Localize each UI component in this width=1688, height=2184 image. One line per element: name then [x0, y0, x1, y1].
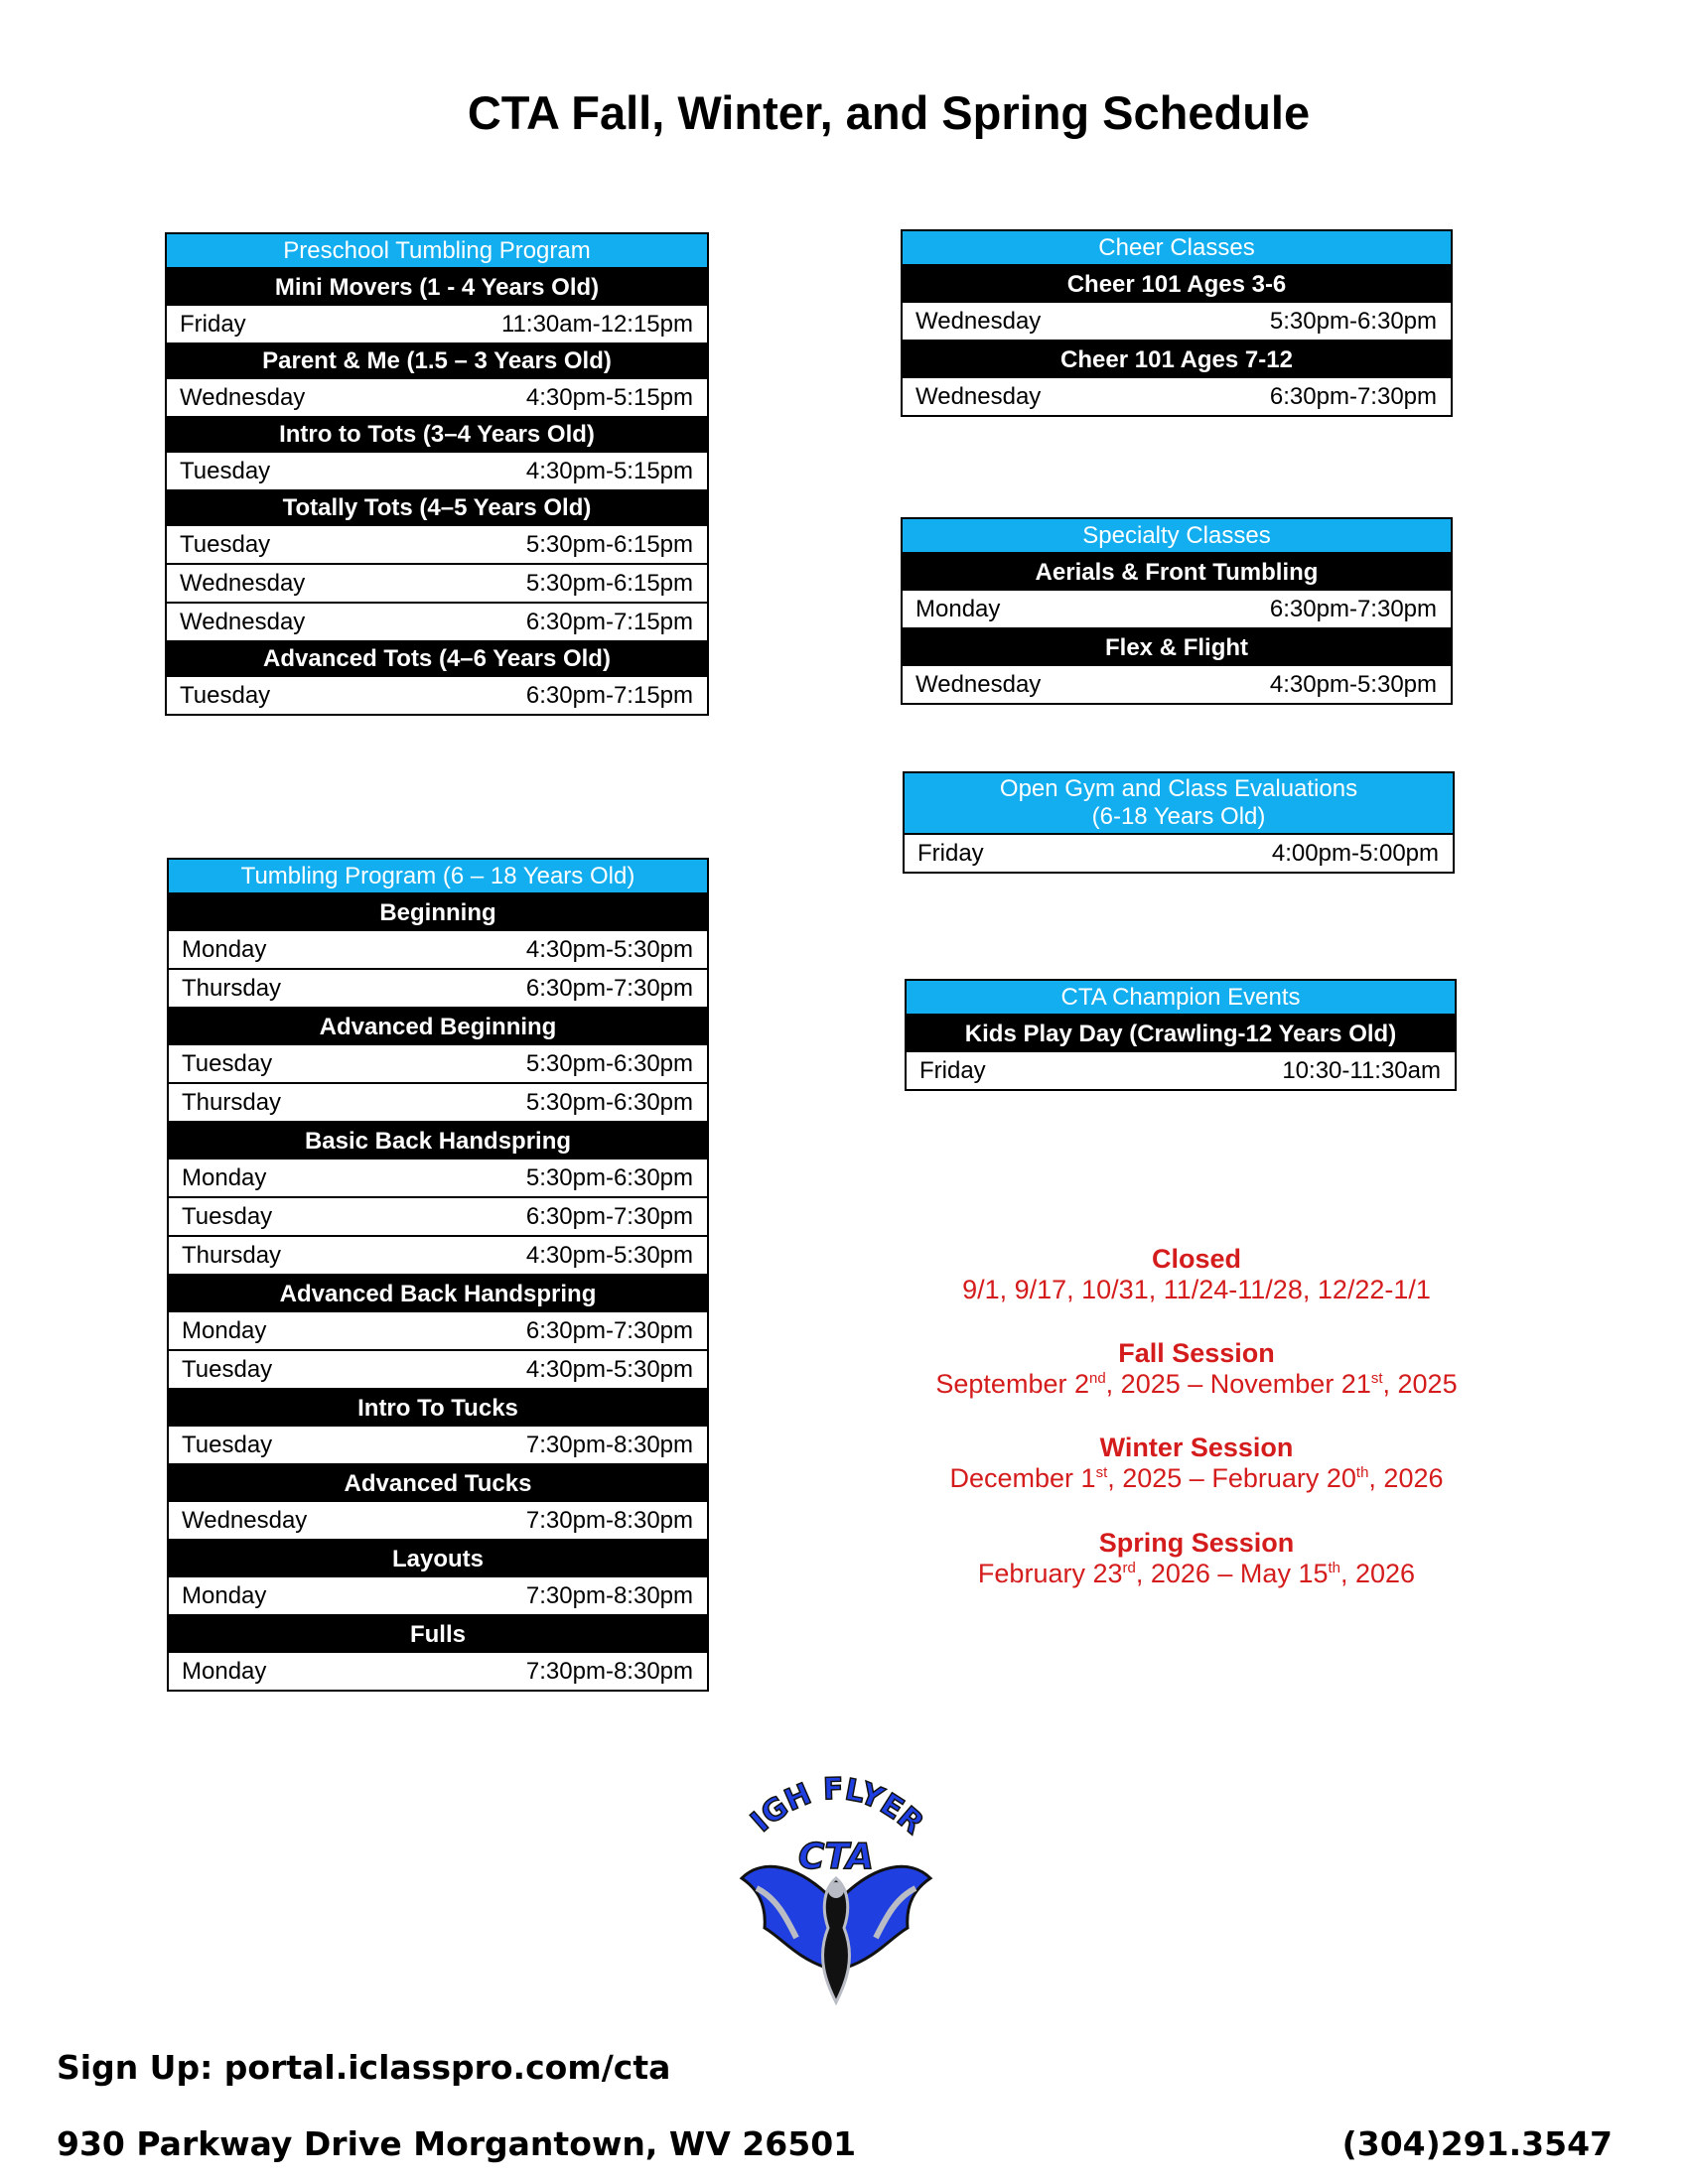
group-advanced-tots — [167, 640, 707, 714]
closed-dates: 9/1, 9/17, 10/31, 11/24-11/28, 12/22-1/1 — [962, 1275, 1431, 1304]
group-title: Intro to Tots (3–4 Years Old) — [167, 416, 707, 453]
group-title: Basic Back Handspring — [169, 1123, 707, 1160]
group-intro-tots — [167, 416, 707, 489]
session-heading: Spring Session — [1098, 1528, 1295, 1558]
schedule-row — [169, 1198, 707, 1237]
schedule-row — [167, 526, 707, 565]
schedule-row — [169, 1653, 707, 1690]
fall-session — [894, 1338, 1499, 1400]
schedule-row — [903, 303, 1451, 341]
day: Wednesday — [915, 383, 1042, 410]
page-title: CTA Fall, Winter, and Spring Schedule — [467, 86, 1311, 139]
schedule-row — [169, 1427, 707, 1465]
group-title: Cheer 101 Ages 7-12 — [903, 341, 1451, 378]
day: Thursday — [182, 1089, 282, 1116]
schedule-row — [167, 677, 707, 714]
session-heading: Fall Session — [1118, 1338, 1275, 1368]
day: Thursday — [182, 975, 282, 1002]
group-title: Intro To Tucks — [169, 1390, 707, 1427]
time: 11:30am-12:15pm — [500, 311, 693, 338]
group-title: Flex & Flight — [903, 629, 1451, 666]
header-line: Open Gym and Class Evaluations — [999, 775, 1358, 802]
time: 4:30pm-5:30pm — [525, 1242, 693, 1269]
time: 6:30pm-7:15pm — [525, 682, 693, 709]
closed-note — [894, 1244, 1499, 1305]
day: Tuesday — [180, 682, 271, 709]
day: Wednesday — [180, 384, 306, 411]
time: 5:30pm-6:15pm — [525, 531, 693, 558]
session-dates: December 1st, 2025 – February 20th, 2026 — [949, 1463, 1444, 1493]
group-title: Parent & Me (1.5 – 3 Years Old) — [167, 342, 707, 379]
winter-session — [894, 1433, 1499, 1494]
time: 10:30-11:30am — [1282, 1057, 1441, 1084]
specialty-table — [901, 517, 1453, 705]
schedule-row — [907, 1052, 1455, 1089]
group-title: Advanced Tots (4–6 Years Old) — [167, 640, 707, 677]
day: Thursday — [182, 1242, 282, 1269]
time: 7:30pm-8:30pm — [525, 1582, 693, 1609]
group-title: Mini Movers (1 - 4 Years Old) — [167, 269, 707, 306]
day: Tuesday — [180, 531, 271, 558]
schedule-row — [167, 565, 707, 604]
day: Monday — [182, 936, 267, 963]
session-dates: February 23rd, 2026 – May 15th, 2026 — [977, 1559, 1416, 1588]
day: Tuesday — [182, 1356, 273, 1383]
day: Monday — [182, 1582, 267, 1609]
schedule-row — [169, 970, 707, 1009]
table-header: CTA Champion Events — [907, 981, 1455, 1016]
schedule-row — [903, 666, 1451, 703]
time: 4:30pm-5:15pm — [525, 458, 693, 484]
schedule-row — [167, 453, 707, 489]
header-line: (6-18 Years Old) — [1091, 803, 1266, 830]
time: 4:30pm-5:15pm — [525, 384, 693, 411]
time: 4:30pm-5:30pm — [525, 936, 693, 963]
table-header: Specialty Classes — [903, 519, 1451, 554]
schedule-row — [169, 1237, 707, 1276]
address-text: 930 Parkway Drive Morgantown, WV 26501 — [57, 2124, 857, 2163]
group-title: Advanced Back Handspring — [169, 1276, 707, 1312]
group-title: Cheer 101 Ages 3-6 — [903, 266, 1451, 303]
group-totally-tots — [167, 489, 707, 640]
phone-text: (304)291.3547 — [1341, 2124, 1613, 2163]
table-header: Cheer Classes — [903, 231, 1451, 266]
day: Monday — [915, 596, 1001, 622]
time: 5:30pm-6:30pm — [525, 1089, 693, 1116]
champion-table — [905, 979, 1457, 1091]
time: 4:30pm-5:30pm — [525, 1356, 693, 1383]
schedule-row — [903, 378, 1451, 415]
group-title: Advanced Beginning — [169, 1009, 707, 1045]
time: 5:30pm-6:30pm — [1269, 308, 1437, 335]
day: Tuesday — [180, 458, 271, 484]
group-title: Totally Tots (4–5 Years Old) — [167, 489, 707, 526]
day: Tuesday — [182, 1432, 273, 1458]
group-title: Layouts — [169, 1541, 707, 1577]
day: Monday — [182, 1317, 267, 1344]
day: Friday — [917, 840, 984, 867]
time: 6:30pm-7:15pm — [525, 609, 693, 635]
schedule-row — [169, 1351, 707, 1390]
day: Wednesday — [915, 671, 1042, 698]
time: 5:30pm-6:30pm — [525, 1050, 693, 1077]
time: 5:30pm-6:30pm — [525, 1164, 693, 1191]
time: 6:30pm-7:30pm — [525, 975, 693, 1002]
group-title: Advanced Tucks — [169, 1465, 707, 1502]
day: Friday — [180, 311, 246, 338]
time: 6:30pm-7:30pm — [525, 1317, 693, 1344]
time: 7:30pm-8:30pm — [525, 1432, 693, 1458]
tumbling-table — [167, 858, 709, 1692]
group-mini-movers — [167, 269, 707, 342]
day: Monday — [182, 1164, 267, 1191]
schedule-row — [167, 306, 707, 342]
signup-text: Sign Up: portal.iclasspro.com/cta — [57, 2048, 671, 2087]
spring-session — [894, 1528, 1499, 1589]
day: Tuesday — [182, 1050, 273, 1077]
day: Tuesday — [182, 1203, 273, 1230]
schedule-row — [169, 931, 707, 970]
closed-heading: Closed — [1151, 1244, 1242, 1274]
schedule-row — [167, 604, 707, 640]
schedule-row — [903, 591, 1451, 629]
day: Wednesday — [180, 609, 306, 635]
schedule-row — [169, 1502, 707, 1541]
schedule-row — [169, 1577, 707, 1616]
time: 7:30pm-8:30pm — [525, 1507, 693, 1534]
time: 6:30pm-7:30pm — [1269, 596, 1437, 622]
high-flyers-logo — [737, 1769, 935, 2012]
time: 7:30pm-8:30pm — [525, 1658, 693, 1685]
schedule-row — [905, 835, 1453, 872]
svg-text:HIGH FLYERS — [737, 1769, 930, 1842]
time: 5:30pm-6:15pm — [525, 570, 693, 597]
day: Wednesday — [182, 1507, 308, 1534]
time: 4:30pm-5:30pm — [1269, 671, 1437, 698]
day: Monday — [182, 1658, 267, 1685]
cheer-table — [901, 229, 1453, 417]
group-title: Beginning — [169, 894, 707, 931]
session-dates: September 2nd, 2025 – November 21st, 2025 — [935, 1369, 1458, 1399]
schedule-row — [167, 379, 707, 416]
schedule-row — [169, 1045, 707, 1084]
schedule-row — [169, 1084, 707, 1123]
preschool-table — [165, 232, 709, 716]
session-heading: Winter Session — [1099, 1433, 1294, 1462]
schedule-row — [169, 1160, 707, 1198]
group-title: Fulls — [169, 1616, 707, 1653]
table-header: Tumbling Program (6 – 18 Years Old) — [169, 860, 707, 894]
day: Wednesday — [180, 570, 306, 597]
logo-text-top: IGH FLYER — [744, 1771, 930, 1842]
table-header — [905, 773, 1453, 835]
schedule-row — [169, 1312, 707, 1351]
table-header: Preschool Tumbling Program — [167, 234, 707, 269]
group-title: Kids Play Day (Crawling-12 Years Old) — [907, 1016, 1455, 1052]
logo-text-mid: CTA — [797, 1837, 875, 1877]
time: 6:30pm-7:30pm — [1269, 383, 1437, 410]
group-parent-me — [167, 342, 707, 416]
day: Friday — [919, 1057, 986, 1084]
time: 6:30pm-7:30pm — [525, 1203, 693, 1230]
time: 4:00pm-5:00pm — [1271, 840, 1439, 867]
open-gym-table — [903, 771, 1455, 874]
day: Wednesday — [915, 308, 1042, 335]
group-title: Aerials & Front Tumbling — [903, 554, 1451, 591]
